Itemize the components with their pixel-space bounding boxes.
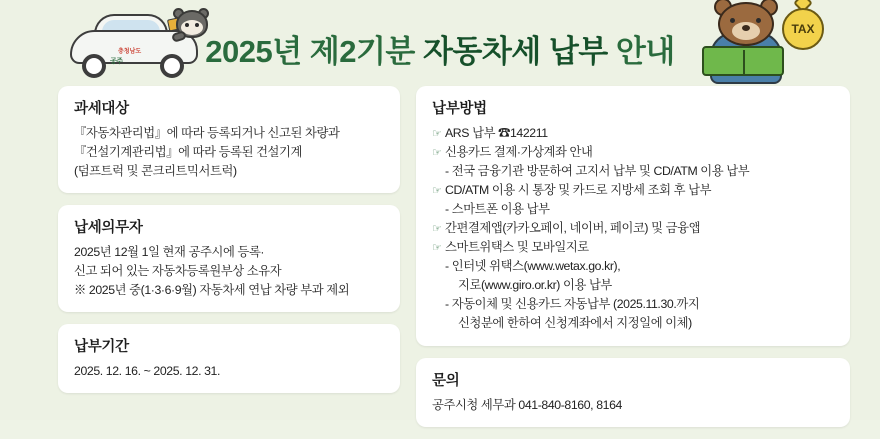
- card-title: 문의: [432, 372, 460, 389]
- car-plate-label: 공주: [110, 58, 123, 65]
- card-line: 신청분에 한하여 신청계좌에서 지정일에 이체): [458, 316, 692, 331]
- card-title: 납부기간: [74, 339, 129, 356]
- bear-eye-left: [730, 18, 735, 23]
- card-line: - 전국 금융기관 방문하여 고지서 납부 및 CD/ATM 이용 납부: [445, 164, 750, 179]
- card-taxable-objects: [58, 86, 400, 193]
- right-column: [416, 86, 850, 439]
- card-payment-period: [58, 324, 400, 393]
- card-title: 과세대상: [74, 101, 129, 117]
- card-line: - 스마트폰 이용 납부: [445, 202, 550, 217]
- bullet-icon: ☞: [432, 185, 442, 198]
- tax-badge: TAX: [782, 8, 824, 50]
- bear-nose: [742, 25, 750, 31]
- card-line-text: 스마트위택스 및 모바일지로: [445, 240, 589, 255]
- card-line: [432, 238, 834, 257]
- card-line: [432, 219, 834, 238]
- bullet-icon: ☞: [432, 242, 442, 255]
- left-column: [58, 86, 400, 439]
- title-suffix: 안내: [607, 34, 675, 69]
- card-line-text: CD/ATM 이용 시 통장 및 카드로 지방세 조회 후 납부: [445, 183, 712, 198]
- card-payment-methods: [416, 86, 850, 346]
- book-icon: [702, 46, 784, 76]
- title-strong: 자동차세 납부: [422, 34, 608, 69]
- card-line: [432, 143, 834, 162]
- bear-mascot: [684, 2, 824, 86]
- card-line: 『자동차관리법』에 따라 등록되거나 신고된 차량과: [74, 126, 340, 140]
- card-line: 공주시청 세무과 041-840-8160, 8164: [432, 397, 622, 412]
- card-line: - 자동이체 및 신용카드 자동납부 (2025.11.30.까지: [445, 297, 700, 312]
- card-line: ※ 2025년 중(1·3·6·9월) 자동차세 연납 차량 부과 제외: [74, 283, 350, 298]
- card-line: 신고 되어 있는 자동차등록원부상 소유자: [74, 264, 282, 279]
- card-line: - 인터넷 위택스(www.wetax.go.kr),: [445, 259, 621, 274]
- card-line-text: 간편결제앱(카카오페이, 네이버, 페이코) 및 금융앱: [445, 221, 701, 236]
- title-prefix: 2025년 제2기분: [205, 34, 423, 69]
- card-line-text: ARS 납부 ☎142211: [445, 126, 548, 140]
- card-line: [432, 181, 834, 200]
- card-line: 『건설기계관리법』에 따라 등록된 건설기계: [74, 145, 302, 160]
- bear-eye-right: [756, 18, 761, 23]
- card-line: 2025. 12. 16. ~ 2025. 12. 31.: [74, 364, 221, 379]
- card-line: (덤프트럭 및 콘크리트믹서트럭): [74, 164, 237, 179]
- card-title: 납부방법: [432, 101, 487, 117]
- bullet-icon: ☞: [432, 147, 442, 160]
- card-line: 2025년 12월 1일 현재 공주시에 등록·: [74, 245, 265, 260]
- card-line-text: 신용카드 결제·가상계좌 안내: [445, 145, 593, 160]
- card-taxpayer: [58, 205, 400, 312]
- car-emblem-label: 충청남도: [118, 49, 142, 55]
- content-columns: [58, 86, 850, 439]
- card-contact: [416, 358, 850, 427]
- bullet-icon: ☞: [432, 128, 442, 140]
- card-line: 지로(www.giro.or.kr) 이용 납부: [458, 278, 612, 293]
- poster-header: [0, 0, 880, 82]
- bullet-icon: ☞: [432, 223, 442, 236]
- card-title: 납세의무자: [74, 220, 143, 237]
- card-line: [432, 124, 834, 143]
